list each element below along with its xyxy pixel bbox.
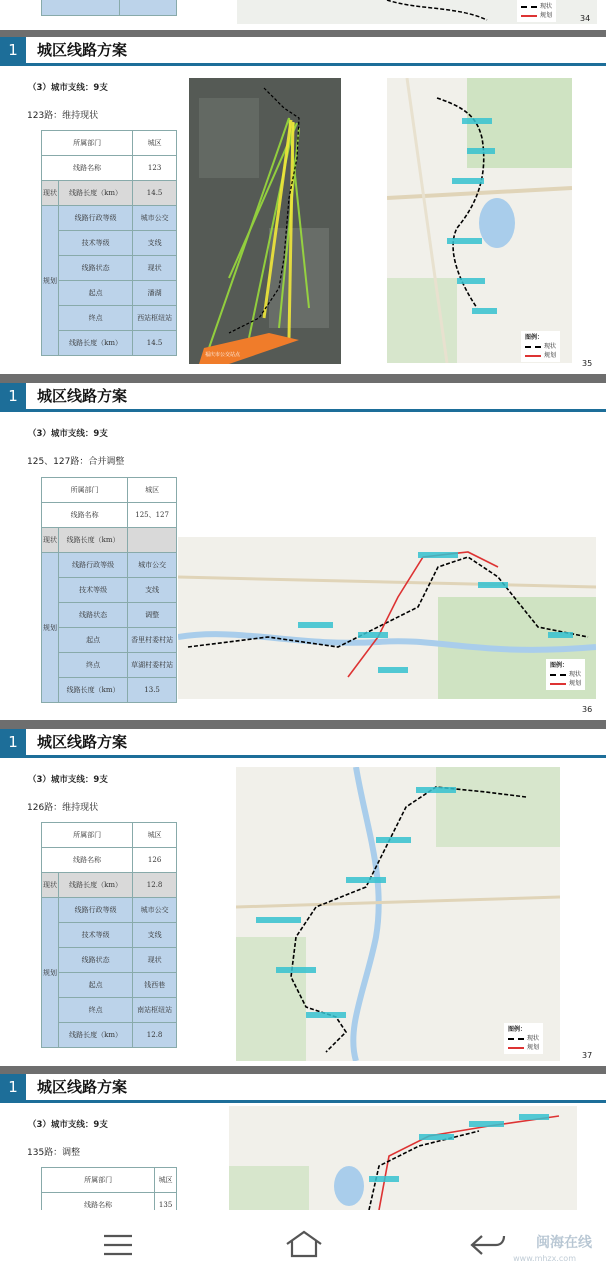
label-name: 线路名称 [42, 503, 128, 528]
label-status: 线路状态 [59, 256, 133, 281]
route-map [178, 537, 596, 699]
section-divider [0, 63, 606, 66]
legend-now: 现状 [569, 671, 582, 678]
section-title: 城区线路方案 [37, 41, 128, 59]
page-38-partial [0, 1074, 606, 1210]
map-legend [546, 659, 585, 690]
value-start: 香里村委村站 [128, 628, 177, 653]
section-title: 城区线路方案 [37, 387, 128, 405]
value-level: 城市公交 [133, 206, 177, 231]
label-tech: 技术等级 [59, 923, 133, 948]
label-status: 线路状态 [59, 948, 133, 973]
label-name: 线路名称 [42, 848, 133, 873]
value-level: 城市公交 [133, 898, 177, 923]
label-plan-length: 线路长度（km） [59, 331, 133, 356]
label-now: 现状 [42, 181, 59, 206]
subsection-title: （3）城市支线：9支 [28, 1120, 108, 1130]
section-number: 1 [0, 383, 26, 409]
legend-plan: 规划 [527, 1044, 540, 1051]
legend-title: 图例： [550, 662, 569, 669]
map-legend [521, 331, 560, 362]
watermark-brand: 闽海在线 [536, 1235, 592, 1251]
page-36 [0, 383, 606, 720]
section-title: 城区线路方案 [37, 1078, 128, 1096]
value-end: 草湖村委村站 [128, 653, 177, 678]
section-header [0, 729, 606, 761]
map-partial [237, 0, 597, 24]
value-plan-length: 12.8 [133, 1023, 177, 1048]
label-now: 现状 [42, 528, 59, 553]
section-divider [0, 1100, 606, 1103]
label-now: 现状 [42, 873, 59, 898]
label-name: 线路名称 [42, 156, 133, 181]
label-plan-length: 线路长度（km） [59, 678, 128, 703]
section-header [0, 383, 606, 415]
label-dept: 所属部门 [42, 823, 133, 848]
page-35 [0, 37, 606, 374]
value-status: 现状 [133, 256, 177, 281]
value-start: 钱西巷 [133, 973, 177, 998]
label-dept: 所属部门 [42, 1168, 155, 1193]
value-status: 现状 [133, 948, 177, 973]
label-start: 起点 [59, 281, 133, 306]
label-start: 起点 [59, 628, 128, 653]
label-tech: 技术等级 [59, 578, 128, 603]
label-end: 终点 [59, 306, 133, 331]
label-dept: 所属部门 [42, 131, 133, 156]
section-title: 城区线路方案 [37, 733, 128, 751]
label-end: 终点 [59, 998, 133, 1023]
home-icon[interactable] [285, 1230, 323, 1258]
subsection-title: （3）城市支线：9支 [28, 83, 108, 93]
section-number: 1 [0, 37, 26, 63]
label-dept: 所属部门 [42, 478, 128, 503]
label-level: 线路行政等级 [59, 553, 128, 578]
value-end: 南站枢纽站 [133, 998, 177, 1023]
value-start: 潘湖 [133, 281, 177, 306]
label-now-length: 线路长度（km） [59, 181, 133, 206]
value-name: 125、127 [128, 503, 177, 528]
value-now-length: 14.5 [133, 181, 177, 206]
legend-plan: 规划 [540, 12, 553, 19]
od-heatmap [189, 78, 341, 364]
route-map [229, 1106, 577, 1210]
section-divider [0, 409, 606, 412]
value-dept: 城区 [128, 478, 177, 503]
route-spec-table [41, 477, 177, 703]
label-status: 线路状态 [59, 603, 128, 628]
legend-now: 现状 [527, 1035, 540, 1042]
menu-icon[interactable] [104, 1234, 132, 1256]
section-header [0, 1074, 606, 1106]
label-level: 线路行政等级 [59, 898, 133, 923]
route-title: 123路：维持现状 [27, 111, 99, 121]
value-status: 调整 [128, 603, 177, 628]
value-name: 126 [133, 848, 177, 873]
label-end: 终点 [59, 653, 128, 678]
label-plan: 规划 [42, 553, 59, 703]
route-title: 126路：维持现状 [27, 803, 99, 813]
watermark-url: www.mhzx.com [513, 1254, 576, 1263]
label-now-length: 线路长度（km） [59, 873, 133, 898]
value-dept: 城区 [133, 823, 177, 848]
page-37 [0, 729, 606, 1066]
section-number: 1 [0, 729, 26, 755]
legend-now: 现状 [540, 3, 553, 10]
value-tech: 支线 [133, 923, 177, 948]
subsection-title: （3）城市支线：9支 [28, 775, 108, 785]
label-tech: 技术等级 [59, 231, 133, 256]
value-now-length: 12.8 [133, 873, 177, 898]
legend-plan: 规划 [544, 352, 557, 359]
section-number: 1 [0, 1074, 26, 1100]
value-dept: 城区 [133, 131, 177, 156]
label-plan-length: 线路长度（km） [59, 1023, 133, 1048]
value-end: 西站枢纽站 [133, 306, 177, 331]
page-number: 37 [582, 1051, 593, 1060]
legend-plan: 规划 [569, 680, 582, 687]
route-map [387, 78, 572, 363]
value-plan-length: 13.5 [128, 678, 177, 703]
section-header [0, 37, 606, 69]
route-spec-table [41, 822, 177, 1048]
legend-now: 现状 [544, 343, 557, 350]
page-number: 36 [582, 705, 593, 714]
navigation-bar [0, 1210, 606, 1280]
value-dept: 城区 [155, 1168, 177, 1193]
value-tech: 支线 [133, 231, 177, 256]
route-title: 125、127路：合并调整 [27, 457, 125, 467]
route-spec-table [41, 130, 177, 356]
subsection-title: （3）城市支线：9支 [28, 429, 108, 439]
spec-table-partial [41, 0, 177, 16]
value-level: 城市公交 [128, 553, 177, 578]
page-number: 34 [580, 14, 591, 23]
label-now-length: 线路长度（km） [59, 528, 128, 553]
heatmap-label: 福庆市公交站点 [205, 352, 241, 358]
map-legend [504, 1023, 543, 1054]
back-icon[interactable] [470, 1232, 506, 1258]
route-map [236, 767, 560, 1061]
route-title: 135路：调整 [27, 1148, 81, 1158]
label-plan: 规划 [42, 898, 59, 1048]
value-tech: 支线 [128, 578, 177, 603]
legend-title: 图例： [508, 1026, 527, 1033]
legend-title: 图例： [525, 334, 544, 341]
label-start: 起点 [59, 973, 133, 998]
page-34-partial [0, 0, 606, 30]
label-level: 线路行政等级 [59, 206, 133, 231]
value-now-length [128, 528, 177, 553]
route-spec-table [41, 1167, 177, 1210]
section-divider [0, 755, 606, 758]
label-plan: 规划 [42, 206, 59, 356]
value-name: 123 [133, 156, 177, 181]
value-plan-length: 14.5 [133, 331, 177, 356]
page-number: 35 [582, 359, 593, 368]
label-name: 线路名称 [42, 1193, 155, 1211]
value-name: 135 [155, 1193, 177, 1211]
